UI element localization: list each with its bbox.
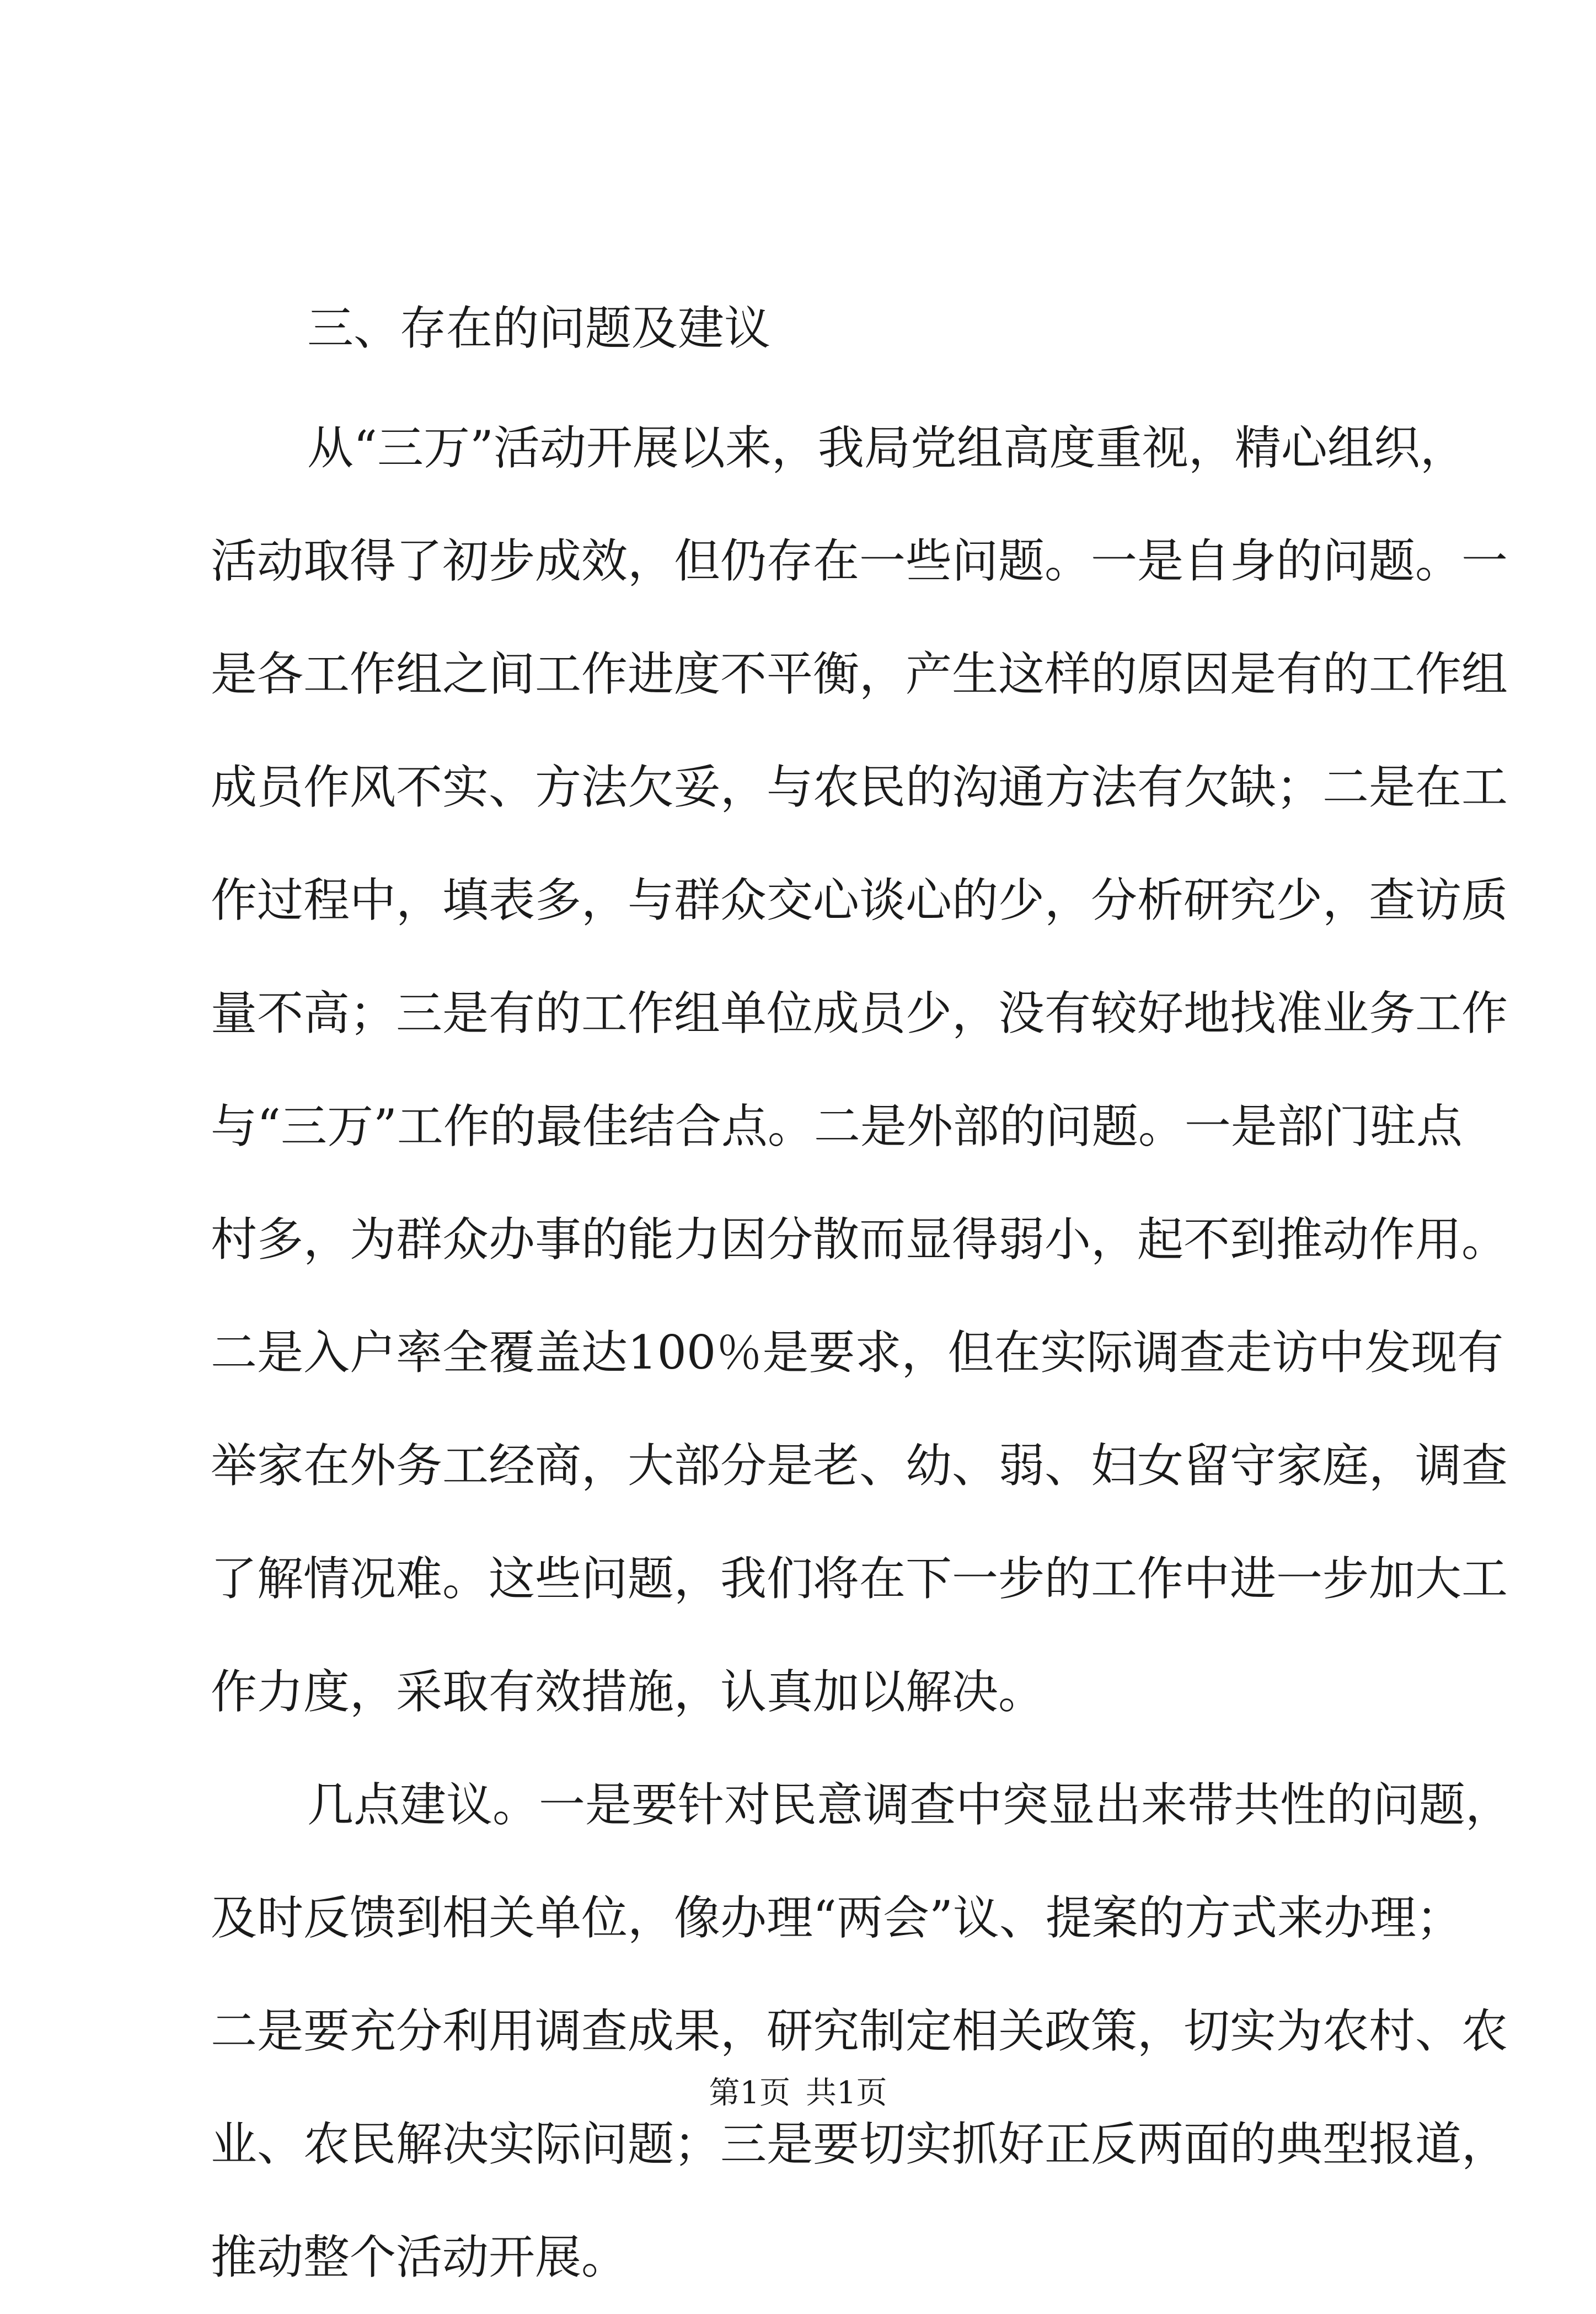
paragraph-problems	[211, 392, 1508, 1749]
paragraph-line: 了解情况难。这些问题，我们将在下一步的工作中进一步加大工	[211, 1552, 1508, 1606]
paragraph-line: 活动取得了初步成效，但仍存在一些问题。一是自身的问题。一	[211, 534, 1508, 588]
paragraph-line: 从“三万”活动开展以来，我局党组高度重视，精心组织，	[307, 421, 1466, 475]
paragraph-line: 二是要充分利用调查成果，研究制定相关政策，切实为农村、农	[211, 2004, 1508, 2058]
paragraph-line: 几点建议。一是要针对民意调查中突显出来带共性的问题，	[307, 1778, 1512, 1832]
paragraph-line: 及时反馈到相关单位，像办理“两会”议、提案的方式来办理；	[211, 1891, 1463, 1945]
paragraph-line: 是各工作组之间工作进度不平衡，产生这样的原因是有的工作组	[211, 647, 1508, 701]
paragraph-suggestions	[211, 1749, 1512, 2314]
paragraph-line: 作过程中，填表多，与群众交心谈心的少，分析研究少，查访质	[211, 873, 1508, 927]
paragraph-line: 二是入户率全覆盖达100％是要求，但在实际调查走访中发现有	[211, 1326, 1504, 1380]
paragraph-line-last: 作力度，采取有效措施，认真加以解决。	[211, 1665, 1045, 1719]
document-body	[211, 295, 1512, 2314]
paragraph-line-last: 推动整个活动开展。	[211, 2230, 628, 2284]
paragraph-line: 量不高；三是有的工作组单位成员少，没有较好地找准业务工作	[211, 986, 1508, 1040]
paragraph-line: 成员作风不实、方法欠妥，与农民的沟通方法有欠缺；二是在工	[211, 760, 1508, 814]
paragraph-line: 村多，为群众办事的能力因分散而显得弱小，起不到推动作用。	[211, 1212, 1508, 1266]
paragraph-line: 业、农民解决实际问题；三是要切实抓好正反两面的典型报道，	[211, 2117, 1508, 2171]
paragraph-line: 与“三万”工作的最佳结合点。二是外部的问题。一是部门驻点	[211, 1099, 1463, 1153]
paragraph-line: 举家在外务工经商，大部分是老、幼、弱、妇女留守家庭，调查	[211, 1439, 1508, 1493]
page-footer: 第1页 共1页	[709, 2075, 887, 2111]
section-heading: 三、存在的问题及建议	[307, 301, 771, 355]
